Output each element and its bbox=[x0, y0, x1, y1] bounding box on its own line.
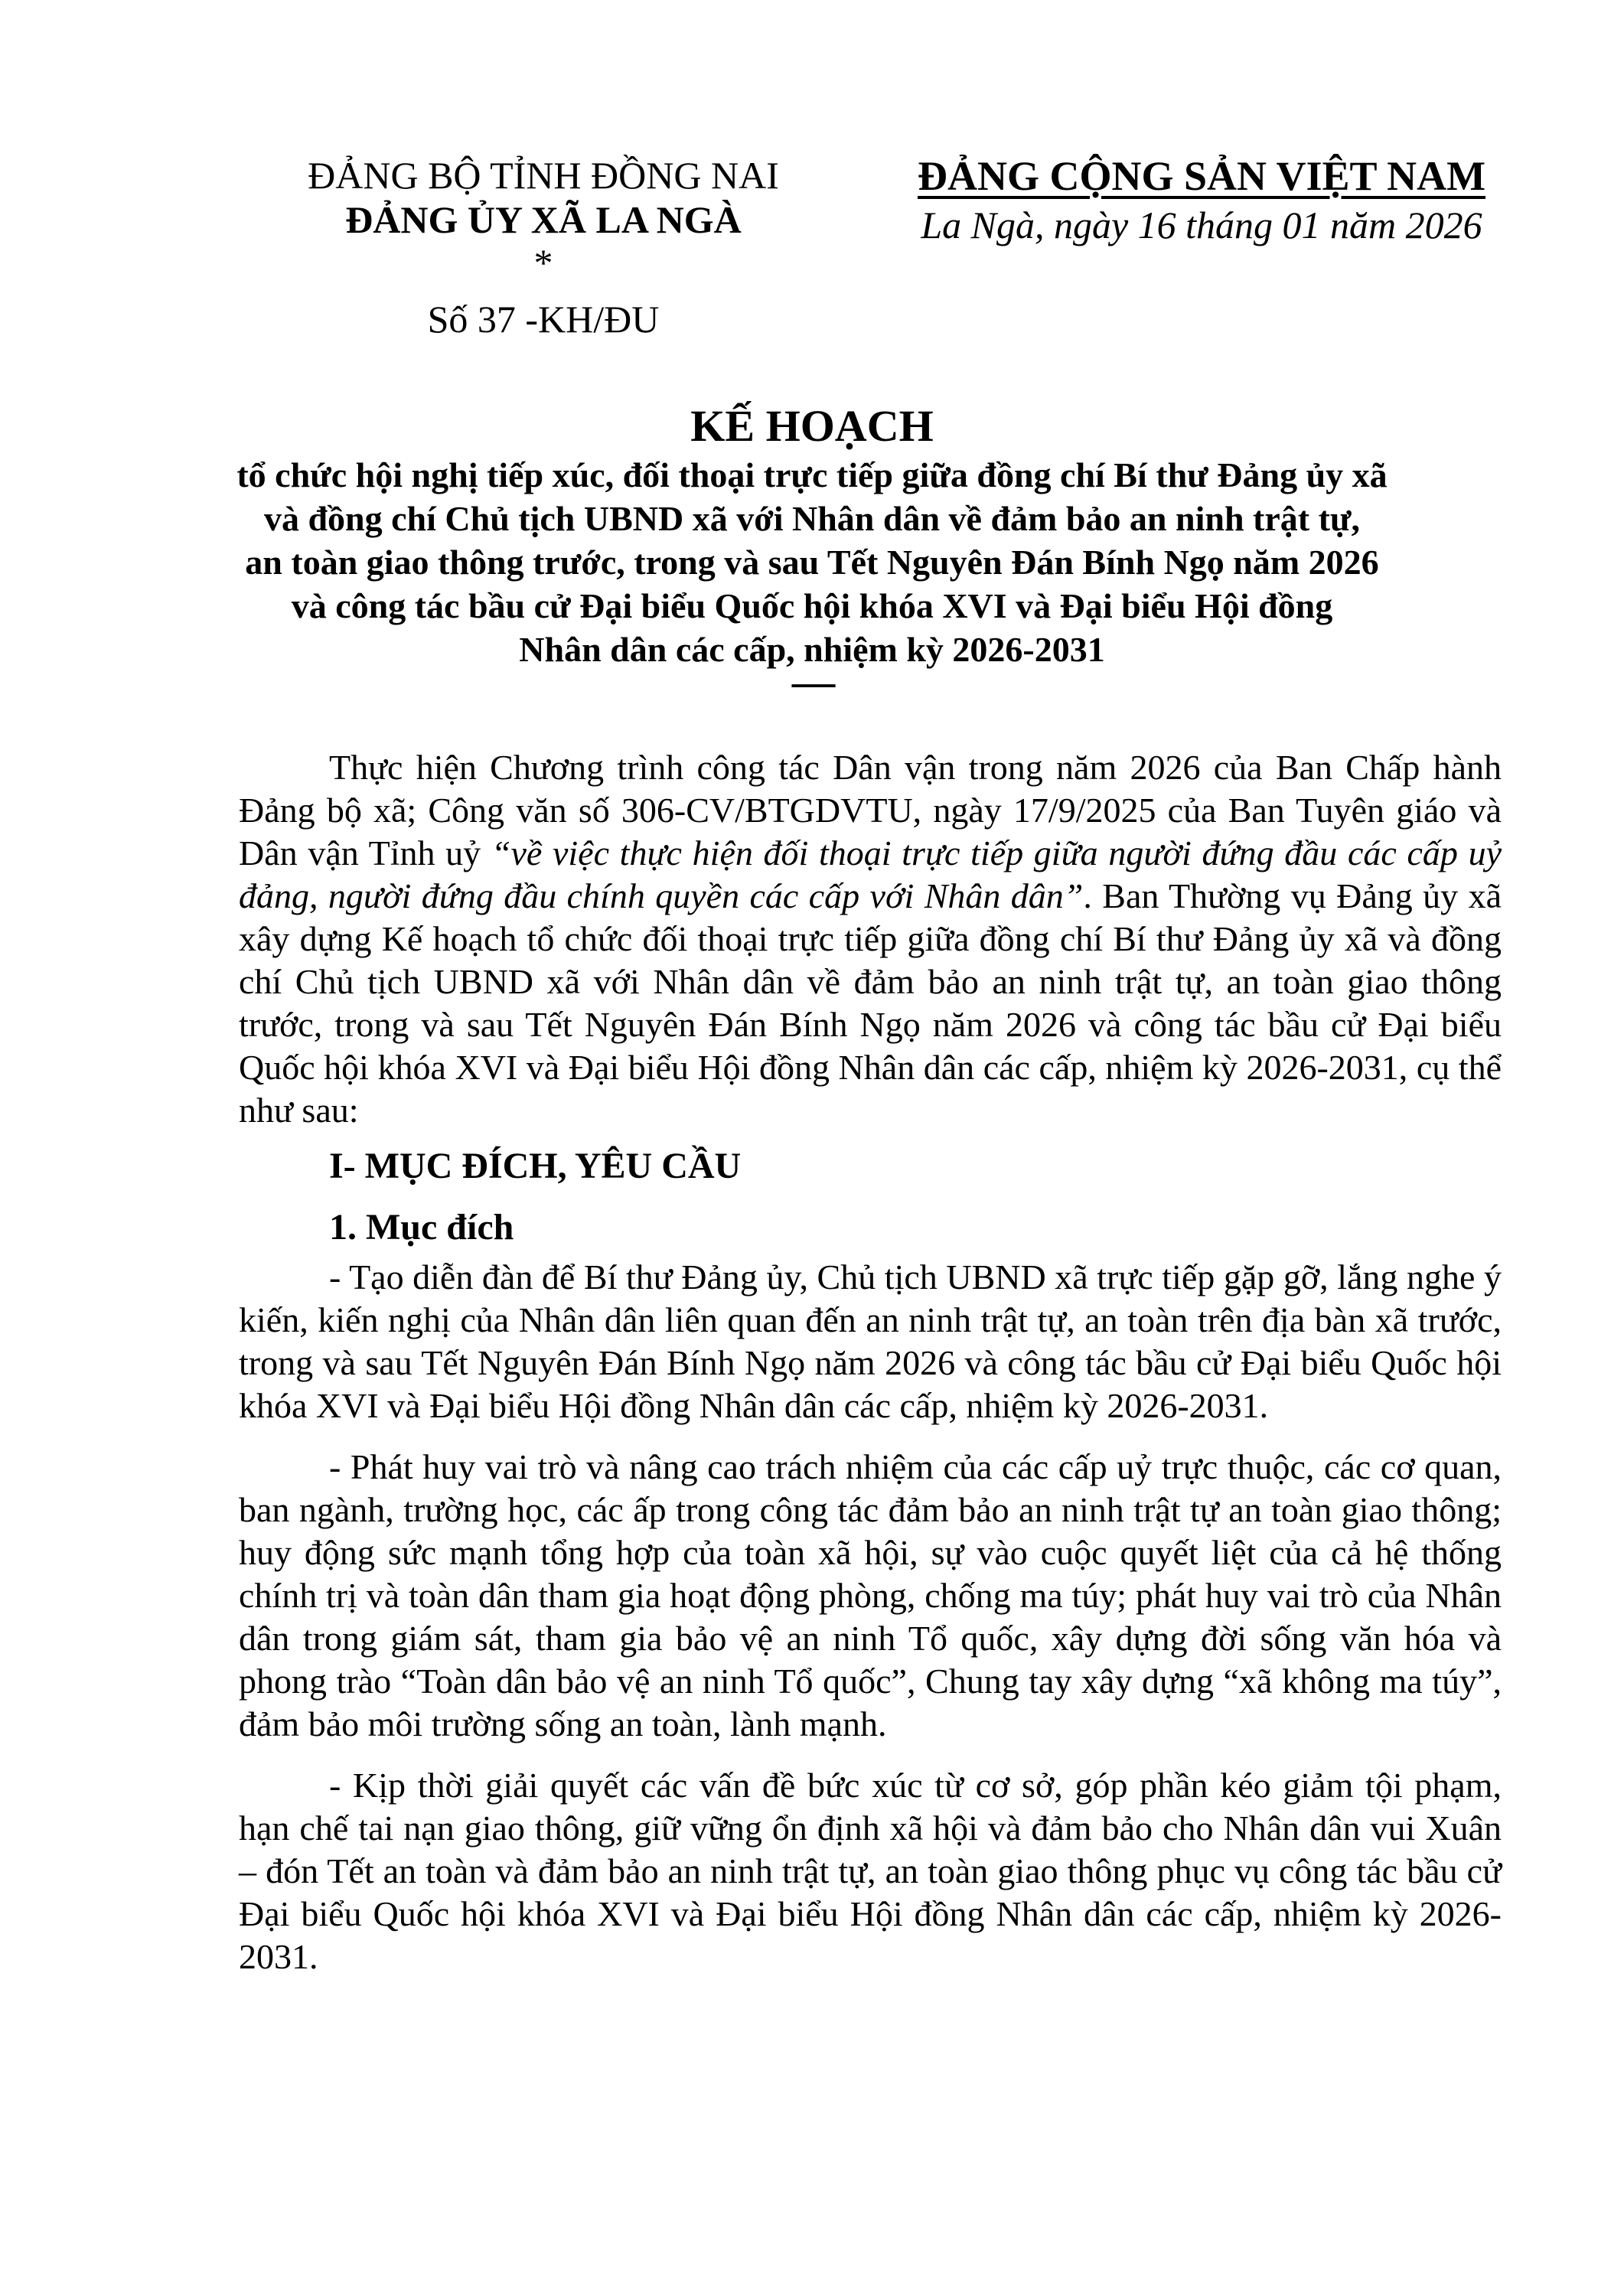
subsection-heading: 1. Mục đích bbox=[329, 1207, 514, 1247]
issuer-star: * bbox=[533, 241, 553, 284]
body-paragraph: - Kịp thời giải quyết các vấn đề bức xúc từ cơ sở, góp phần kéo giảm tội phạm, hạn chế tai nạn giao thông, giữ vững ổn định xã hội và đảm bảo cho Nhân dân vui Xuân – đón Tết an toàn và đảm bảo an ninh trật tự, an toàn giao thông phục vụ công tác bầu cử Đại biểu Quốc hội khóa XVI và Đại biểu Hội đồng Nhân dân các cấp, nhiệm kỳ 2026-2031. bbox=[239, 1766, 1502, 1976]
issuer-block bbox=[276, 153, 811, 341]
place-date: La Ngà, ngày 16 tháng 01 năm 2026 bbox=[921, 204, 1482, 246]
intro-text-1: Thực hiện Chương trình công tác Dân vận trong năm 2026 của Ban Chấp hành Đảng bộ xã; Công văn số 306-CV/BTGDVTU, ngày 17/9/2025 của Ban Tuyên giáo và Dân vận Tỉnh uỷ bbox=[239, 748, 1502, 872]
document-title-block bbox=[153, 400, 1471, 702]
title-line-5: Nhân dân các cấp, nhiệm kỳ 2026-2031 bbox=[519, 630, 1105, 669]
document-body bbox=[239, 746, 1502, 1978]
issuer-line-1: ĐẢNG BỘ TỈNH ĐỒNG NAI bbox=[308, 154, 779, 197]
title-line-4: và công tác bầu cử Đại biểu Quốc hội khóa XVI và Đại biểu Hội đồng bbox=[291, 586, 1333, 625]
title-line-2: và đồng chí Chủ tịch UBND xã với Nhân dân về đảm bảo an ninh trật tự, bbox=[263, 499, 1361, 538]
title-line-3: an toàn giao thông trước, trong và sau Tết Nguyên Đán Bính Ngọ năm 2026 bbox=[245, 543, 1379, 582]
section-heading: I- MỤC ĐÍCH, YÊU CẦU bbox=[329, 1146, 742, 1186]
document-title: KẾ HOẠCH bbox=[690, 401, 934, 451]
body-paragraph: - Phát huy vai trò và nâng cao trách nhiệm của các cấp uỷ trực thuộc, các cơ quan, ban ngành, trường học, các ấp trong công tác đảm bảo an ninh trật tự an toàn giao thông; huy động sức mạnh tổng hợp của toàn xã hội, sự vào cuộc quyết liệt của cả hệ thống chính trị và toàn dân tham gia hoạt động phòng, chống ma túy; phát huy vai trò của Nhân dân trong giám sát, tham gia bảo vệ an ninh Tổ quốc, xây dựng đời sống văn hóa và phong trào “Toàn dân bảo vệ an ninh Tổ quốc”, Chung tay xây dựng “xã không ma túy”, đảm bảo môi trường sống an toàn, lành mạnh. bbox=[239, 1447, 1502, 1743]
party-name: ĐẢNG CỘNG SẢN VIỆT NAM bbox=[917, 153, 1486, 199]
intro-quote: “về việc thực hiện đối thoại trực tiếp giữa người đứng đầu các cấp uỷ đảng, người đứng đầu chính quyền các cấp với Nhân dân” bbox=[239, 833, 1502, 915]
document-number: Số 37 -KH/ĐU bbox=[427, 298, 660, 341]
intro-text-2: . Ban Thường vụ Đảng ủy xã xây dựng Kế hoạch tổ chức đối thoại trực tiếp giữa đồng chí Bí thư Đảng ủy xã và đồng chí Chủ tịch UBND xã với Nhân dân về đảm bảo an ninh trật tự, an toàn giao thông trước, trong và sau Tết Nguyên Đán Bính Ngọ năm 2026 và công tác bầu cử Đại biểu Quốc hội khóa XVI và Đại biểu Hội đồng Nhân dân các cấp, nhiệm kỳ 2026-2031, cụ thể như sau: bbox=[239, 876, 1502, 1130]
national-header-block bbox=[895, 153, 1508, 248]
issuer-line-2: ĐẢNG ỦY XÃ LA NGÀ bbox=[345, 198, 742, 241]
intro-paragraph bbox=[239, 746, 1502, 1132]
title-divider: ----- bbox=[790, 663, 834, 702]
body-paragraph: - Tạo diễn đàn để Bí thư Đảng ủy, Chủ tịch UBND xã trực tiếp gặp gỡ, lắng nghe ý kiến, kiến nghị của Nhân dân liên quan đến an ninh trật tự, an toàn trên địa bàn xã trước, trong và sau Tết Nguyên Đán Bính Ngọ năm 2026 và công tác bầu cử Đại biểu Quốc hội khóa XVI và Đại biểu Hội đồng Nhân dân các cấp, nhiệm kỳ 2026-2031. bbox=[239, 1257, 1502, 1425]
title-line-1: tổ chức hội nghị tiếp xúc, đối thoại trực tiếp giữa đồng chí Bí thư Đảng ủy xã bbox=[236, 455, 1388, 494]
